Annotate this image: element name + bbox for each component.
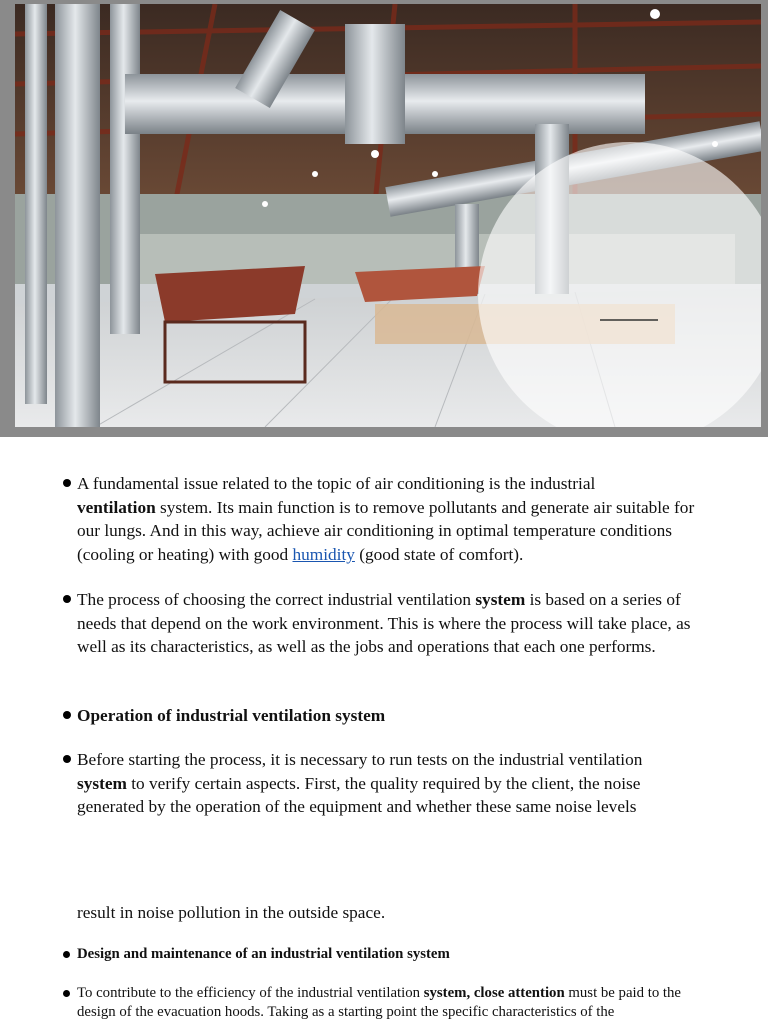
list-item bbox=[63, 945, 703, 964]
bullet-icon bbox=[63, 755, 71, 763]
list-item bbox=[63, 704, 703, 728]
list-item bbox=[63, 748, 703, 819]
humidity-link[interactable]: humidity bbox=[292, 545, 355, 565]
bullet-icon bbox=[63, 711, 71, 719]
section-heading: Operation of industrial ventilation system bbox=[77, 706, 386, 725]
paragraph-continuation: result in noise pollution in the outside space. bbox=[77, 903, 386, 922]
list-item bbox=[63, 588, 703, 659]
paragraph-text: To contribute to the efficiency of the industrial ventilation system, close attention must be paid to the design of the evacuation hoods. Taking as a starting point the specific characteristics of the bbox=[77, 985, 682, 1020]
section-heading: Design and maintenance of an industrial ventilation system bbox=[77, 946, 450, 962]
list-item bbox=[63, 472, 703, 567]
paragraph-text: A fundamental issue related to the topic of air conditioning is the industrial ventilation system. Its main function is to remove pollutants and generate air suitable for our lungs. And in this way, achieve air conditioning in optimal temperature conditions (cooling or heating) with good humidity (good state of comfort). bbox=[77, 474, 695, 565]
paragraph-text: Before starting the process, it is necessary to run tests on the industrial ventilation system to verify certain aspects. First, the quality required by the client, the noise generated by the operation of the equipment and whether these same noise levels bbox=[77, 750, 643, 817]
list-item bbox=[63, 984, 703, 1022]
paragraph-text: The process of choosing the correct industrial ventilation system is based on a series of needs that depend on the work environment. This is where the process will take place, as well as its characteristics, as well as the jobs and operations that each one performs. bbox=[77, 590, 691, 657]
bullet-icon bbox=[63, 479, 71, 487]
bullet-icon bbox=[63, 595, 71, 603]
bullet-icon bbox=[63, 990, 70, 997]
bullet-icon bbox=[63, 951, 70, 958]
